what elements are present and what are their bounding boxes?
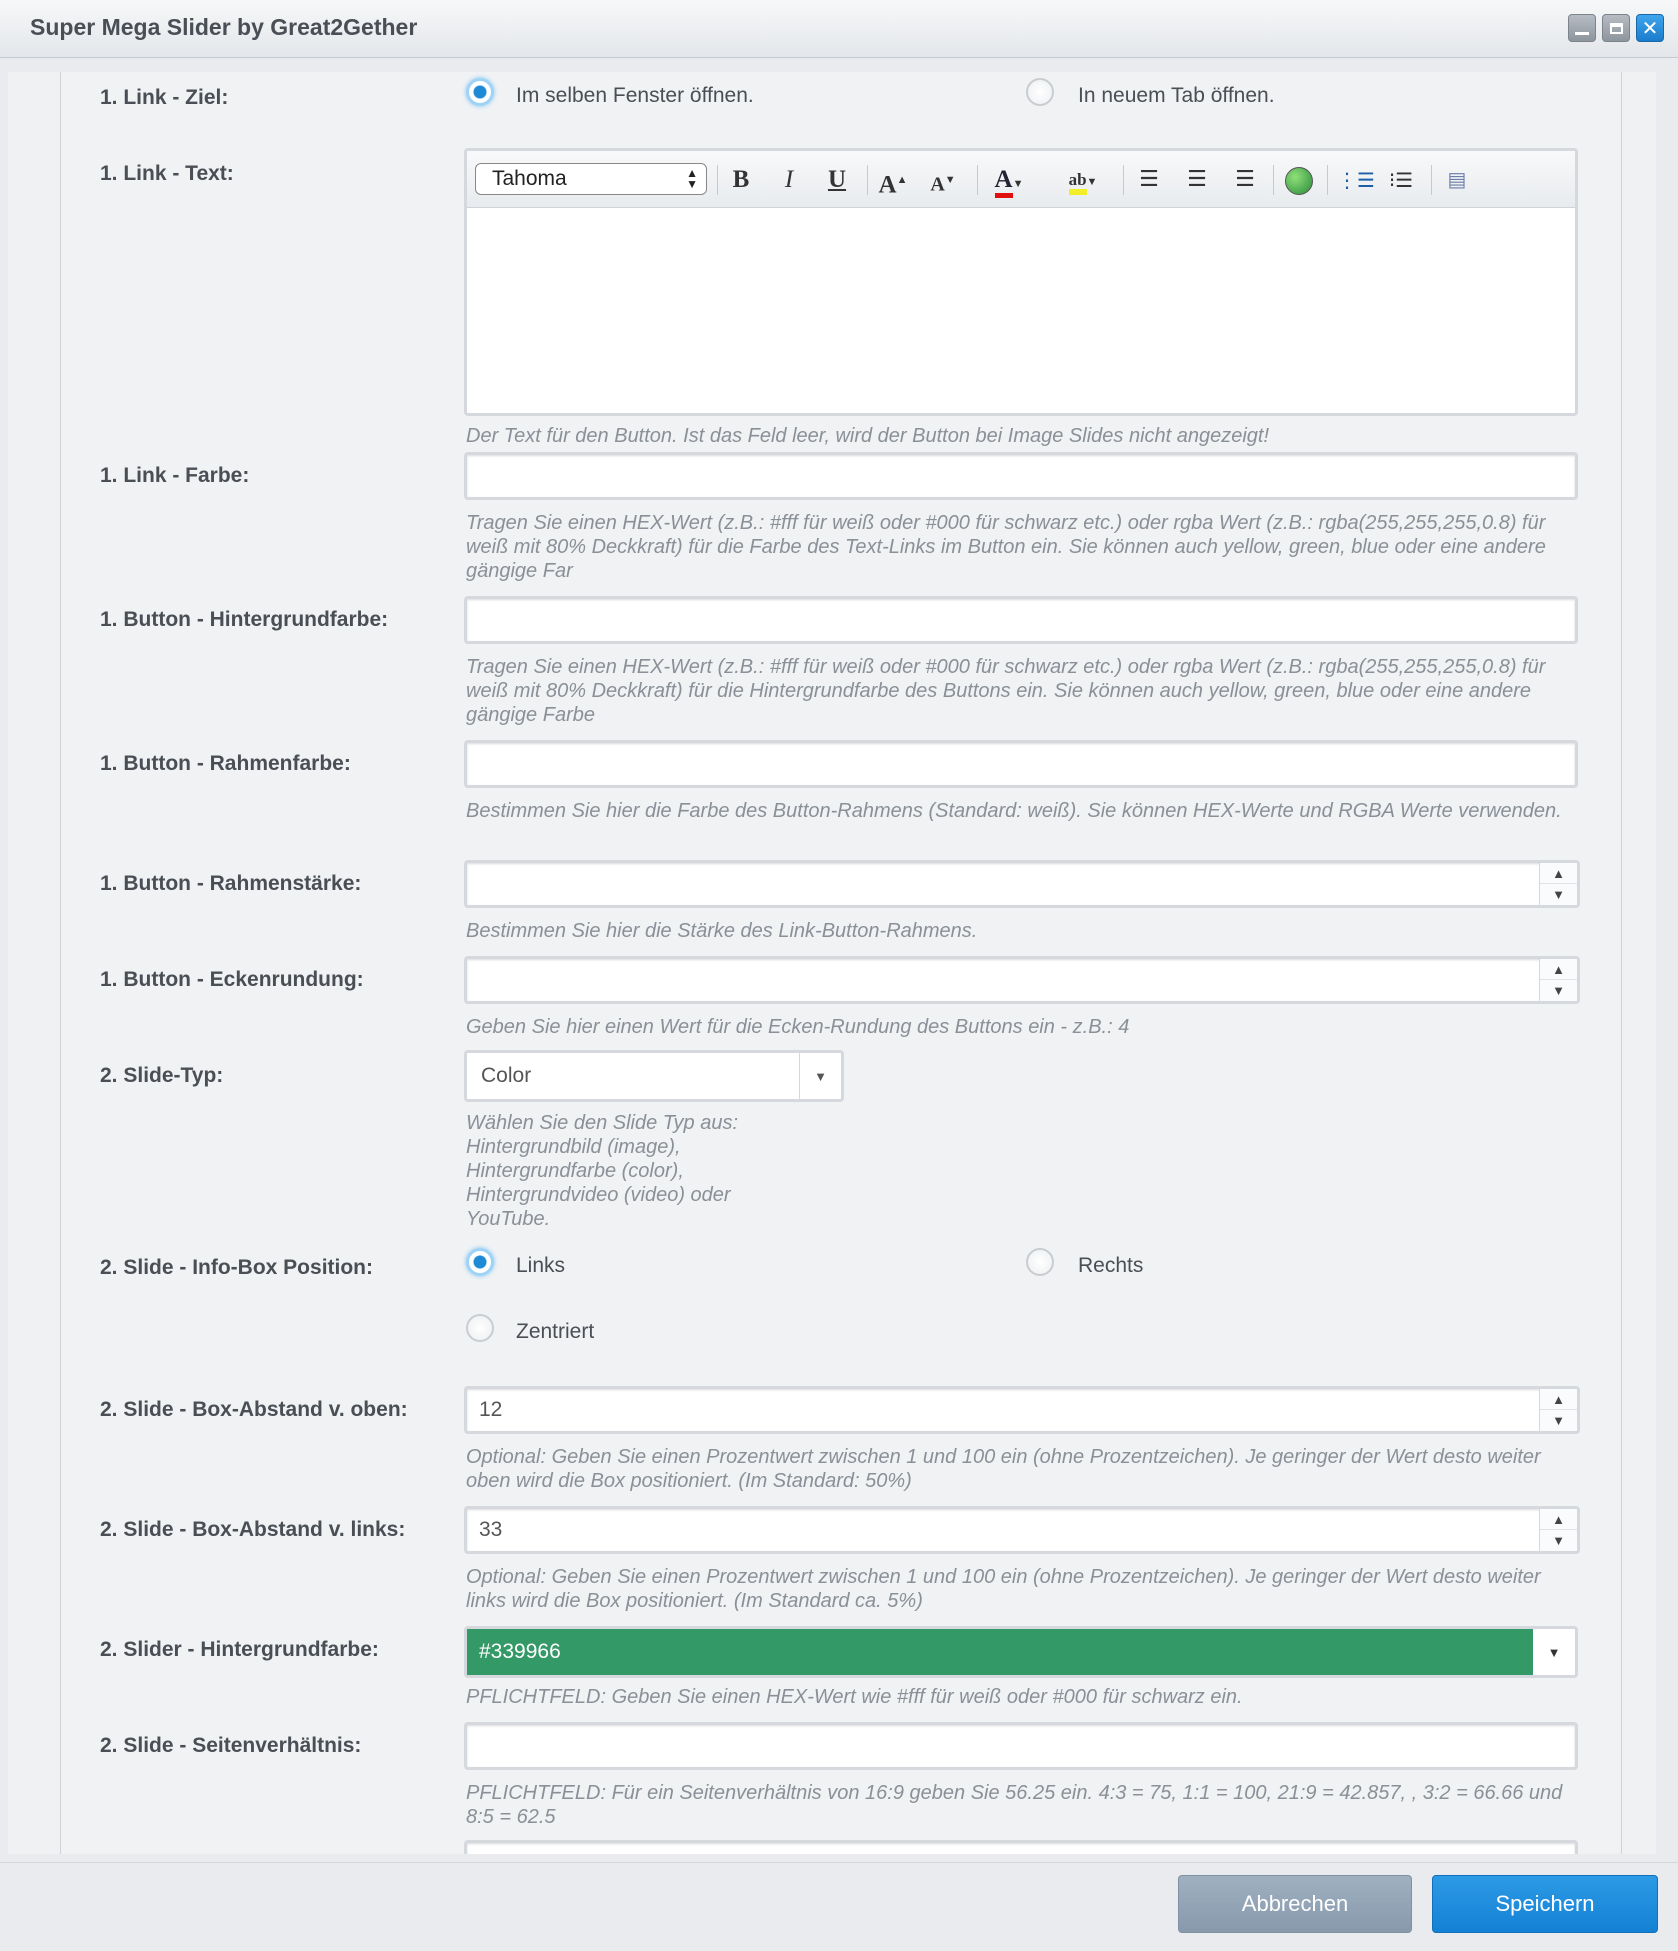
slider-bg-label: 2. Slider - Hintergrundfarbe:	[100, 1638, 379, 1661]
slide-type-help-line: Wählen Sie den Slide Typ aus:	[466, 1112, 739, 1134]
radio-same-window-label[interactable]: Im selben Fenster öffnen.	[516, 84, 754, 107]
radio-links[interactable]	[466, 1248, 494, 1276]
link-color-input[interactable]	[467, 455, 1575, 497]
button-border-width-label: 1. Button - Rahmenstärke:	[100, 872, 362, 895]
cancel-button[interactable]: Abbrechen	[1178, 1875, 1412, 1933]
aspect-ratio-field[interactable]	[464, 1722, 1578, 1770]
radio-zentriert-label[interactable]: Zentriert	[516, 1320, 595, 1343]
font-family-value: Tahoma	[492, 167, 567, 190]
button-bg-input[interactable]	[467, 599, 1575, 641]
next-field-partial[interactable]	[464, 1840, 1578, 1854]
updown-icon: ▲ ▼	[686, 166, 698, 191]
box-top-label: 2. Slide - Box-Abstand v. oben:	[100, 1398, 408, 1421]
editor-toolbar	[467, 151, 1575, 208]
maximize-button[interactable]	[1602, 14, 1630, 42]
button-border-width-field[interactable]	[464, 860, 1580, 908]
link-text-label: 1. Link - Text:	[100, 162, 234, 185]
ordered-list-icon[interactable]: ⋮☰	[1337, 168, 1375, 192]
minimize-button[interactable]	[1568, 14, 1596, 42]
link-globe-icon[interactable]	[1283, 165, 1315, 195]
slide-type-help-line: Hintergrundbild (image),	[466, 1136, 681, 1158]
aspect-ratio-help: PFLICHTFELD: Für ein Seitenverhältnis von 16:9 geben Sie 56.25 ein. 4:3 = 75, 1:1 = 100, 21:9 = 42.857, , 3:2 = 66.66 und 8:5 = 62.5	[466, 1782, 1563, 1828]
slide-type-label: 2. Slide-Typ:	[100, 1064, 224, 1087]
radio-rechts[interactable]	[1026, 1248, 1054, 1276]
spin-down-icon[interactable]: ▼	[1552, 1413, 1565, 1428]
color-swatch[interactable]	[467, 1629, 1533, 1675]
chevron-down-icon[interactable]: ▼	[1547, 1644, 1561, 1660]
unordered-list-icon[interactable]: ⁝☰	[1388, 168, 1414, 192]
source-edit-icon[interactable]: ▤	[1447, 169, 1467, 191]
box-top-help: Optional: Geben Sie einen Prozentwert zwischen 1 und 100 ein (ohne Prozentzeichen). Je geringer der Wert desto weiter oben wird die Box positioniert. (Im Standard: 50%)	[466, 1446, 1541, 1492]
spin-up-icon[interactable]: ▲	[1540, 863, 1577, 884]
button-border-color-help: Bestimmen Sie hier die Farbe des Button-Rahmens (Standard: weiß). Sie können HEX-Werte und RGBA Werte verwenden.	[466, 800, 1562, 822]
spin-down-icon[interactable]: ▼	[1552, 887, 1565, 902]
spinner	[1539, 959, 1577, 1001]
button-radius-help: Geben Sie hier einen Wert für die Ecken-Rundung des Buttons ein - z.B.: 4	[466, 1016, 1130, 1038]
box-left-label: 2. Slide - Box-Abstand v. links:	[100, 1518, 406, 1541]
slide-type-select[interactable]	[464, 1050, 844, 1102]
box-left-field[interactable]	[464, 1506, 1580, 1554]
window-title: Super Mega Slider by Great2Gether	[30, 14, 418, 40]
spin-up-icon[interactable]: ▲	[1540, 959, 1577, 980]
align-left-icon[interactable]: ☰	[1139, 167, 1159, 192]
slider-bg-value: #339966	[479, 1640, 561, 1663]
highlight-color-icon[interactable]: ab▼	[1055, 165, 1111, 195]
spin-down-icon[interactable]: ▼	[1552, 983, 1565, 998]
radio-zentriert[interactable]	[466, 1314, 494, 1342]
radio-links-label[interactable]: Links	[516, 1254, 566, 1277]
button-border-color-input[interactable]	[467, 743, 1575, 785]
spin-up-icon[interactable]: ▲	[1540, 1389, 1577, 1410]
font-size-decrease-icon[interactable]: A▼	[930, 173, 956, 196]
chevron-down-icon[interactable]: ▼	[799, 1053, 841, 1099]
link-color-label: 1. Link - Farbe:	[100, 464, 250, 487]
aspect-ratio-input[interactable]	[467, 1725, 1575, 1767]
box-top-input[interactable]	[467, 1389, 1577, 1431]
spin-down-icon[interactable]: ▼	[1552, 1533, 1565, 1548]
slider-bg-help: PFLICHTFELD: Geben Sie einen HEX-Wert wie #fff für weiß oder #000 für schwarz ein.	[466, 1686, 1243, 1708]
box-top-field[interactable]	[464, 1386, 1580, 1434]
box-left-help: Optional: Geben Sie einen Prozentwert zwischen 1 und 100 ein (ohne Prozentzeichen). Je geringer der Wert desto weiter links wird die Box positioniert. (Im Standard ca. 5%)	[466, 1566, 1541, 1612]
aspect-ratio-label: 2. Slide - Seitenverhältnis:	[100, 1734, 362, 1757]
button-border-color-field[interactable]	[464, 740, 1578, 788]
rich-text-editor[interactable]	[464, 148, 1578, 416]
close-icon: ✕	[1641, 17, 1659, 40]
minimize-icon	[1575, 32, 1589, 35]
button-radius-field[interactable]	[464, 956, 1580, 1004]
form-scroll-area[interactable]	[8, 72, 1656, 1854]
slide-type-help	[466, 1111, 1576, 1231]
italic-icon[interactable]: I	[784, 166, 794, 193]
align-right-icon[interactable]: ☰	[1235, 167, 1255, 192]
text-color-icon[interactable]: A▼	[985, 165, 1033, 195]
spinner	[1539, 1509, 1577, 1551]
slide-type-help-line: YouTube.	[466, 1208, 551, 1230]
font-size-increase-icon[interactable]: A▲	[878, 171, 908, 199]
underline-icon[interactable]: U	[827, 166, 847, 193]
box-left-input[interactable]	[467, 1509, 1577, 1551]
title-bar	[0, 0, 1678, 58]
link-text-help: Der Text für den Button. Ist das Feld leer, wird der Button bei Image Slides nicht angezeigt!	[466, 425, 1270, 447]
radio-new-tab[interactable]	[1026, 78, 1054, 106]
link-target-label: 1. Link - Ziel:	[100, 86, 229, 109]
button-border-width-help: Bestimmen Sie hier die Stärke des Link-Button-Rahmens.	[466, 920, 978, 942]
spinner	[1539, 863, 1577, 905]
slide-type-value: Color	[481, 1064, 532, 1087]
button-border-color-label: 1. Button - Rahmenfarbe:	[100, 752, 351, 775]
button-bg-field[interactable]	[464, 596, 1578, 644]
slide-type-help-line: Hintergrundfarbe (color),	[466, 1160, 684, 1182]
slider-bg-color-picker[interactable]	[464, 1626, 1578, 1678]
radio-same-window[interactable]	[466, 78, 494, 106]
font-family-select[interactable]	[475, 163, 707, 195]
slide-type-help-line: Hintergrundvideo (video) oder	[466, 1184, 731, 1206]
button-bg-label: 1. Button - Hintergrundfarbe:	[100, 608, 389, 631]
maximize-icon	[1610, 23, 1623, 34]
dialog-footer	[0, 1862, 1678, 1951]
spin-up-icon[interactable]: ▲	[1540, 1509, 1577, 1530]
link-color-field[interactable]	[464, 452, 1578, 500]
save-button[interactable]: Speichern	[1432, 1875, 1658, 1933]
radio-new-tab-label[interactable]: In neuem Tab öffnen.	[1078, 84, 1275, 107]
align-center-icon[interactable]: ☰	[1187, 167, 1207, 192]
button-border-width-input[interactable]	[467, 863, 1577, 905]
infobox-position-label: 2. Slide - Info-Box Position:	[100, 1256, 373, 1279]
spinner	[1539, 1389, 1577, 1431]
button-radius-input[interactable]	[467, 959, 1577, 1001]
close-button[interactable]	[1636, 14, 1664, 42]
radio-rechts-label[interactable]: Rechts	[1078, 1254, 1144, 1277]
link-color-help: Tragen Sie einen HEX-Wert (z.B.: #fff für weiß oder #000 für schwarz etc.) oder rgba Wert (z.B.: rgba(255,255,255,0.8) für weiß mit 80% Deckkraft) für die Farbe des Text-Links im Button ein. Sie können auch yellow, green, blue oder eine andere gängige Far	[466, 512, 1546, 582]
bold-icon[interactable]: B	[732, 166, 750, 193]
button-bg-help: Tragen Sie einen HEX-Wert (z.B.: #fff für weiß oder #000 für schwarz etc.) oder rgba Wert (z.B.: rgba(255,255,255,0.8) für weiß mit 80% Deckkraft) für die Hintergrundfarbe des Buttons ein. Sie können auch yellow, green, blue oder eine andere gängige Farbe	[466, 656, 1546, 726]
button-radius-label: 1. Button - Eckenrundung:	[100, 968, 364, 991]
